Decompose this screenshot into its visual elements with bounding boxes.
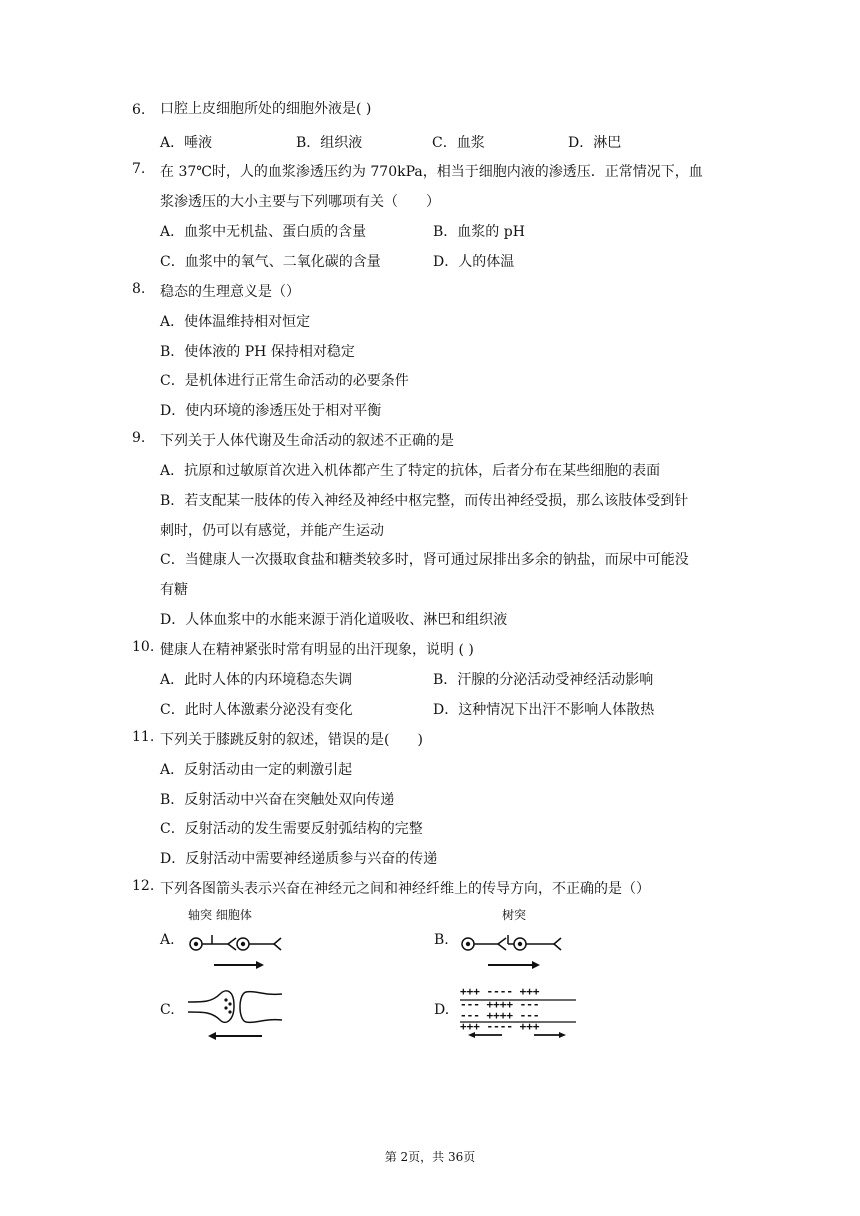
svg-text:+++ ---- +++: +++ ---- +++ <box>460 985 540 998</box>
figure-b-caption: 树突 <box>502 908 527 922</box>
question-stem: 下列各图箭头表示兴奋在神经元之间和神经纤维上的传导方向，不正确的是（） <box>160 881 650 897</box>
option-a[interactable]: A．此时人体的内环境稳态失调 <box>160 672 353 688</box>
option-d-label[interactable]: D. <box>434 1002 450 1018</box>
options-row <box>160 132 740 162</box>
options-row <box>160 251 740 281</box>
figure-d[interactable] <box>458 984 578 1038</box>
question-stem-line-2: 浆渗透压的大小主要与下列哪项有关（ ） <box>160 194 440 210</box>
option-d[interactable]: D．淋巴 <box>568 135 622 151</box>
option-d[interactable]: D．反射活动中需要神经递质参与兴奋的传递 <box>160 851 438 867</box>
option-a[interactable]: A．反射活动由一定的刺激引起 <box>160 762 353 778</box>
option-d[interactable]: D．使内环境的渗透压处于相对平衡 <box>160 403 382 419</box>
question-stem: 下列关于膝跳反射的叙述，错误的是( ) <box>160 732 423 748</box>
option-d[interactable]: D．这种情况下出汗不影响人体散热 <box>433 702 655 718</box>
figure-c[interactable] <box>186 980 286 1046</box>
question-number: 12. <box>132 878 155 894</box>
question-stem: 稳态的生理意义是（） <box>160 284 300 300</box>
options-row <box>160 699 740 729</box>
question-stem: 下列关于人体代谢及生命活动的叙述不正确的是 <box>160 433 454 449</box>
option-c[interactable]: C．血浆 <box>432 135 485 151</box>
figure-b[interactable] <box>458 906 568 976</box>
figure-a-caption: 轴突 细胞体 <box>188 908 252 922</box>
question-number: 6. <box>132 102 146 118</box>
option-d[interactable]: D．人体血浆中的水能来源于消化道吸收、淋巴和组织液 <box>160 612 508 628</box>
option-b-line-1[interactable]: B．若支配某一肢体的传入神经及神经中枢完整，而传出神经受损，那么该肢体受到针 <box>160 493 689 509</box>
question-stem: 健康人在精神紧张时常有明显的出汗现象，说明 ( ) <box>160 642 474 658</box>
question-number: 11. <box>132 729 155 745</box>
options-row <box>160 669 740 699</box>
option-a-label[interactable]: A. <box>160 932 175 948</box>
figure-a[interactable] <box>186 906 286 976</box>
option-a[interactable]: A．血浆中无机盐、蛋白质的含量 <box>160 224 367 240</box>
option-c[interactable]: C．此时人体激素分泌没有变化 <box>160 702 353 718</box>
option-c-line-2[interactable]: 有糖 <box>160 582 188 598</box>
options-row <box>160 221 740 251</box>
question-number: 9. <box>132 430 146 446</box>
option-c[interactable]: C．是机体进行正常生命活动的必要条件 <box>160 373 409 389</box>
option-b[interactable]: B．血浆的 pH <box>433 224 525 240</box>
nerve-fiber-diagram <box>458 984 578 1038</box>
option-d[interactable]: D．人的体温 <box>433 254 515 270</box>
synapse-diagram <box>186 980 286 1046</box>
option-b[interactable]: B．使体液的 PH 保持相对稳定 <box>160 344 355 360</box>
option-a[interactable]: A．使体温维持相对恒定 <box>160 314 311 330</box>
option-a[interactable]: A．唾液 <box>160 135 213 151</box>
option-b[interactable]: B．反射活动中兴奋在突触处双向传递 <box>160 792 395 808</box>
option-b-line-2[interactable]: 刺时，仍可以有感觉，并能产生运动 <box>160 523 384 539</box>
svg-text:+++ ---- +++: +++ ---- +++ <box>460 1020 540 1033</box>
question-number: 10. <box>132 639 155 655</box>
svg-text:--- ++++ ---: --- ++++ --- <box>460 1009 540 1022</box>
question-stem-line-1: 在 37℃时，人的血浆渗透压约为 770kPa，相当于细胞内液的渗透压．正常情况下，血 <box>160 164 703 180</box>
svg-text:--- ++++ ---: --- ++++ --- <box>460 998 540 1011</box>
option-c[interactable]: C．血浆中的氧气、二氧化碳的含量 <box>160 254 381 270</box>
option-c[interactable]: C．反射活动的发生需要反射弧结构的完整 <box>160 821 423 837</box>
question-stem: 口腔上皮细胞所处的细胞外液是( ) <box>160 101 372 117</box>
page-footer: 第 2页，共 36页 <box>384 1150 476 1164</box>
option-a[interactable]: A．抗原和过敏原首次进入机体都产生了特定的抗体，后者分布在某些细胞的表面 <box>160 463 661 479</box>
question-number: 8. <box>132 281 146 297</box>
option-b[interactable]: B．汗腺的分泌活动受神经活动影响 <box>433 672 654 688</box>
option-c-line-1[interactable]: C．当健康人一次摄取食盐和糖类较多时，肾可通过尿排出多余的钠盐，而尿中可能没 <box>160 552 689 568</box>
option-c-label[interactable]: C. <box>160 1002 175 1018</box>
option-b[interactable]: B．组织液 <box>296 135 363 151</box>
option-b-label[interactable]: B. <box>434 932 449 948</box>
question-number: 7. <box>132 161 146 177</box>
